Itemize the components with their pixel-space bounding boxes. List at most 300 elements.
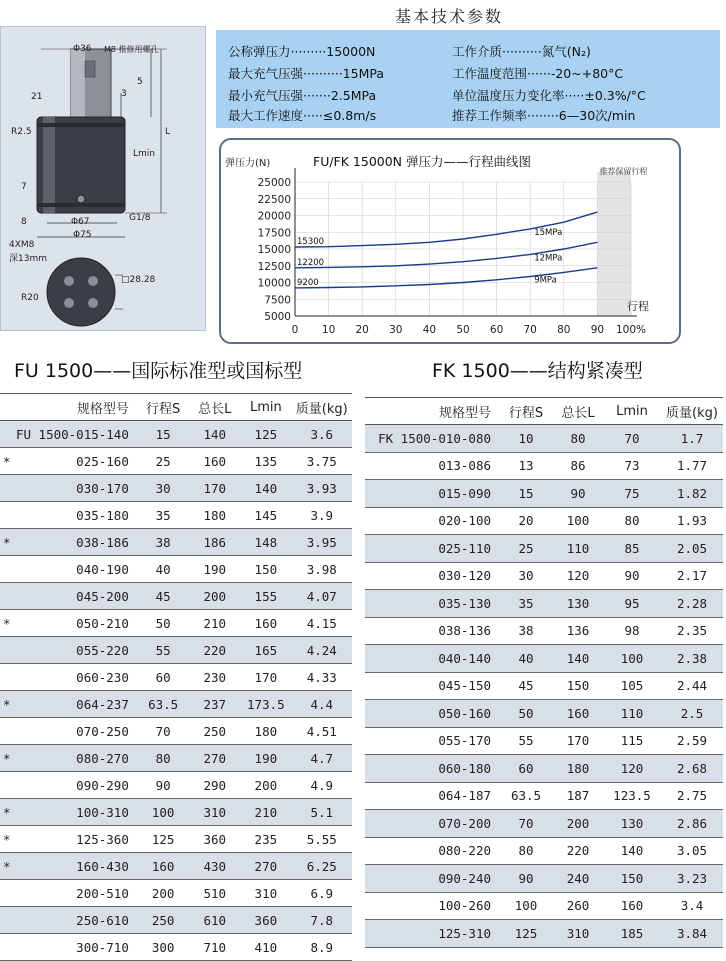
cell-length: 86 [553, 452, 603, 480]
cell-length: 360 [189, 826, 240, 853]
cell-stroke: 45 [137, 583, 190, 610]
cell-mass: 2.17 [661, 562, 723, 590]
cell-model: FU 1500-015-140 [16, 421, 137, 448]
cell-lmin: 160 [603, 892, 661, 920]
fu-table [0, 393, 352, 961]
spec-right-2: 工作温度范围······-20~+80°C [452, 66, 624, 81]
cell-model: 025-110 [365, 535, 499, 563]
dim-hole-depth: 深13mm [9, 254, 47, 264]
recommended-mark [0, 583, 16, 610]
fu-table-row [0, 502, 352, 529]
cell-stroke: 40 [499, 645, 553, 673]
cell-model: 160-430 [16, 853, 137, 880]
cell-stroke: 125 [137, 826, 190, 853]
dim-holes: 4XM8 [9, 240, 35, 250]
dim-r20: R20 [21, 293, 39, 303]
fu-header-stroke: 行程S [137, 394, 190, 421]
dim-dia-67: Φ67 [71, 217, 90, 227]
cell-mass: 2.59 [661, 727, 723, 755]
cell-lmin: 140 [240, 475, 291, 502]
cell-model: 080-270 [16, 745, 137, 772]
cell-lmin: 115 [603, 727, 661, 755]
cell-stroke: 300 [137, 934, 190, 961]
cell-stroke: 25 [499, 535, 553, 563]
spec-left-3: 最小充气压强·······2.5MPa [228, 88, 377, 103]
cell-length: 130 [553, 590, 603, 618]
fk-table-row [365, 920, 723, 948]
fk-table [365, 397, 723, 948]
cell-stroke: 13 [499, 452, 553, 480]
fu-table-row [0, 826, 352, 853]
cell-stroke: 125 [499, 920, 553, 948]
dim-R25: R2.5 [11, 127, 32, 137]
cell-length: 250 [189, 718, 240, 745]
cell-model: 090-290 [16, 772, 137, 799]
cell-mass: 4.51 [292, 718, 352, 745]
recommended-mark: * [0, 448, 16, 475]
cell-stroke: 38 [137, 529, 190, 556]
cell-mass: 8.9 [292, 934, 352, 961]
x-tick-label: 90 [590, 324, 605, 336]
cell-mass: 1.82 [661, 480, 723, 508]
cell-mass: 4.7 [292, 745, 352, 772]
cell-model: FK 1500-010-080 [365, 425, 499, 453]
cell-model: 064-187 [365, 782, 499, 810]
fk-table-row [365, 837, 723, 865]
cell-length: 190 [189, 556, 240, 583]
cell-mass: 3.9 [292, 502, 352, 529]
cell-length: 200 [553, 810, 603, 838]
cell-length: 230 [189, 664, 240, 691]
spec-right-1: 工作介质··········氮气(N₂) [452, 44, 591, 59]
fk-table-row [365, 865, 723, 893]
cell-mass: 3.6 [292, 421, 352, 448]
recommended-mark: * [0, 610, 16, 637]
cell-model: 055-220 [16, 637, 137, 664]
cell-lmin: 73 [603, 452, 661, 480]
cell-lmin: 165 [240, 637, 291, 664]
cell-mass: 3.84 [661, 920, 723, 948]
cell-model: 064-237 [16, 691, 137, 718]
cell-model: 025-160 [16, 448, 137, 475]
cylinder-drawing-svg [1, 27, 207, 332]
cell-length: 310 [553, 920, 603, 948]
fk-table-row [365, 617, 723, 645]
cell-model: 060-180 [365, 755, 499, 783]
cell-mass: 2.75 [661, 782, 723, 810]
fk-header-model: 规格型号 [365, 398, 499, 425]
cell-stroke: 80 [137, 745, 190, 772]
cell-length: 80 [553, 425, 603, 453]
cell-lmin: 360 [240, 907, 291, 934]
fu-header-lmin: Lmin [240, 394, 291, 421]
cell-length: 136 [553, 617, 603, 645]
y-tick-label: 10000 [257, 277, 291, 290]
recommended-mark: * [0, 529, 16, 556]
x-tick-label: 30 [389, 324, 403, 336]
y-tick-label: 25000 [257, 177, 291, 189]
chart-title: FU/FK 15000N 弹压力——行程曲线图 [313, 154, 531, 169]
cell-stroke: 50 [499, 700, 553, 728]
fu-table-row [0, 664, 352, 691]
cell-stroke: 70 [137, 718, 190, 745]
cell-mass: 4.15 [292, 610, 352, 637]
fk-header-mass: 质量(kg) [661, 398, 723, 425]
recommended-mark: * [0, 691, 16, 718]
recommended-mark: * [0, 745, 16, 772]
x-tick-label: 10 [321, 324, 336, 336]
fk-table-row [365, 590, 723, 618]
cell-model: 013-086 [365, 452, 499, 480]
fu-table-row [0, 475, 352, 502]
cell-mass: 3.93 [292, 475, 352, 502]
recommended-mark: * [0, 799, 16, 826]
fu-table-row [0, 772, 352, 799]
y-tick-label: 12500 [257, 260, 291, 273]
cell-model: 020-100 [365, 507, 499, 535]
cell-length: 100 [553, 507, 603, 535]
cell-lmin: 98 [603, 617, 661, 645]
cell-mass: 2.35 [661, 617, 723, 645]
fk-table-row [365, 810, 723, 838]
cell-length: 110 [553, 535, 603, 563]
cell-stroke: 160 [137, 853, 190, 880]
cell-length: 170 [189, 475, 240, 502]
series-start-label: 15300 [297, 236, 325, 247]
cell-model: 300-710 [16, 934, 137, 961]
y-tick-label: 22500 [257, 193, 291, 206]
cell-mass: 4.07 [292, 583, 352, 610]
cell-model: 038-186 [16, 529, 137, 556]
technical-drawing [0, 26, 206, 331]
series-start-label: 9200 [297, 277, 319, 288]
fu-table-row [0, 529, 352, 556]
cell-lmin: 200 [240, 772, 291, 799]
cell-mass: 5.1 [292, 799, 352, 826]
cell-mass: 3.23 [661, 865, 723, 893]
dim-21: 21 [31, 92, 43, 102]
cell-stroke: 30 [499, 562, 553, 590]
cell-lmin: 173.5 [240, 691, 291, 718]
cell-mass: 6.9 [292, 880, 352, 907]
recommended-mark [0, 475, 16, 502]
cell-mass: 2.86 [661, 810, 723, 838]
x-tick-label: 70 [523, 324, 537, 336]
cell-stroke: 90 [137, 772, 190, 799]
cell-mass: 3.95 [292, 529, 352, 556]
cell-lmin: 210 [240, 799, 291, 826]
cell-stroke: 15 [137, 421, 190, 448]
cell-stroke: 55 [499, 727, 553, 755]
cell-model: 045-200 [16, 583, 137, 610]
cell-model: 045-150 [365, 672, 499, 700]
cell-stroke: 40 [137, 556, 190, 583]
cell-stroke: 250 [137, 907, 190, 934]
reserved-stroke-label: 推荐保留行程 [599, 167, 648, 176]
cell-stroke: 100 [499, 892, 553, 920]
spec-right-4: 推荐工作频率········6—30次/min [452, 108, 636, 123]
fu-table-row [0, 556, 352, 583]
recommended-mark [0, 907, 16, 934]
x-axis-label: 行程 [627, 300, 649, 313]
cell-lmin: 270 [240, 853, 291, 880]
cell-lmin: 110 [603, 700, 661, 728]
cell-model: 080-220 [365, 837, 499, 865]
cell-length: 90 [553, 480, 603, 508]
cell-mass: 3.4 [661, 892, 723, 920]
cell-lmin: 155 [240, 583, 291, 610]
cell-stroke: 15 [499, 480, 553, 508]
cell-lmin: 150 [603, 865, 661, 893]
fk-table-row [365, 782, 723, 810]
cell-model: 100-260 [365, 892, 499, 920]
y-tick-label: 17500 [257, 227, 291, 240]
fk-table-row [365, 480, 723, 508]
cell-stroke: 50 [137, 610, 190, 637]
x-tick-label: 0 [291, 324, 299, 336]
cell-length: 260 [553, 892, 603, 920]
recommended-mark [0, 880, 16, 907]
cell-length: 186 [189, 529, 240, 556]
cell-stroke: 80 [499, 837, 553, 865]
cell-mass: 7.8 [292, 907, 352, 934]
cell-stroke: 60 [137, 664, 190, 691]
fu-header-length: 总长L [189, 394, 240, 421]
cell-length: 430 [189, 853, 240, 880]
cell-stroke: 100 [137, 799, 190, 826]
fu-table-row [0, 691, 352, 718]
cell-stroke: 90 [499, 865, 553, 893]
fu-table-row [0, 799, 352, 826]
cell-lmin: 160 [240, 610, 291, 637]
dim-square: □28.28 [121, 275, 156, 285]
fk-table-row [365, 727, 723, 755]
cell-mass: 2.05 [661, 535, 723, 563]
spec-box [216, 30, 720, 128]
recommended-mark: * [0, 826, 16, 853]
fu-table-row [0, 907, 352, 934]
cell-model: 030-170 [16, 475, 137, 502]
fu-section-title: FU 1500——国际标准型或国标型 [14, 360, 303, 382]
cell-lmin: 145 [240, 502, 291, 529]
cell-mass: 2.5 [661, 700, 723, 728]
cell-stroke: 10 [499, 425, 553, 453]
cell-lmin: 235 [240, 826, 291, 853]
cell-stroke: 35 [137, 502, 190, 529]
cell-model: 070-250 [16, 718, 137, 745]
cell-model: 250-610 [16, 907, 137, 934]
dim-Lmin: Lmin [133, 149, 155, 159]
cell-model: 090-240 [365, 865, 499, 893]
cell-model: 040-140 [365, 645, 499, 673]
y-tick-label: 7500 [264, 294, 291, 307]
fu-header-model: 规格型号 [0, 394, 137, 421]
cell-mass: 1.7 [661, 425, 723, 453]
x-tick-label: 100% [615, 324, 647, 336]
fk-table-row [365, 452, 723, 480]
fk-header-length: 总长L [553, 398, 603, 425]
series-name-label: 9MPa [534, 275, 557, 286]
x-tick-label: 50 [456, 324, 470, 336]
recommended-mark [0, 664, 16, 691]
cell-model: 125-310 [365, 920, 499, 948]
dim-3: 3 [121, 89, 127, 99]
dim-L: L [165, 127, 171, 137]
cell-stroke: 63.5 [137, 691, 190, 718]
reserved-stroke-region [597, 172, 631, 316]
cell-mass: 5.55 [292, 826, 352, 853]
cell-model: 100-310 [16, 799, 137, 826]
cell-length: 160 [553, 700, 603, 728]
cell-model: 060-230 [16, 664, 137, 691]
cell-lmin: 150 [240, 556, 291, 583]
recommended-mark [0, 556, 16, 583]
fk-table-row [365, 535, 723, 563]
cell-lmin: 125 [240, 421, 291, 448]
dim-thread-note: M8 推修用螺孔 [104, 45, 159, 54]
dim-port: G1/8 [129, 213, 151, 223]
spec-left-4: 最大工作速度·····≤0.8m/s [228, 108, 377, 123]
fk-table-row [365, 892, 723, 920]
cell-length: 310 [189, 799, 240, 826]
fu-table-row [0, 610, 352, 637]
cell-stroke: 38 [499, 617, 553, 645]
spec-left-2: 最大充气压强··········15MPa [228, 66, 385, 81]
fk-table-row [365, 507, 723, 535]
cell-length: 140 [189, 421, 240, 448]
dim-7: 7 [21, 182, 27, 192]
fk-header-lmin: Lmin [603, 398, 661, 425]
fk-header-stroke: 行程S [499, 398, 553, 425]
cell-mass: 4.4 [292, 691, 352, 718]
recommended-mark [0, 637, 16, 664]
cell-model: 070-200 [365, 810, 499, 838]
cell-lmin: 123.5 [603, 782, 661, 810]
cell-model: 015-090 [365, 480, 499, 508]
fu-table-row [0, 880, 352, 907]
fu-table-row [0, 448, 352, 475]
cell-length: 610 [189, 907, 240, 934]
cell-mass: 3.75 [292, 448, 352, 475]
chart-frame [219, 138, 681, 344]
cell-lmin: 410 [240, 934, 291, 961]
cell-length: 510 [189, 880, 240, 907]
cell-mass: 2.28 [661, 590, 723, 618]
recommended-mark [0, 772, 16, 799]
cell-lmin: 85 [603, 535, 661, 563]
recommended-mark [0, 502, 16, 529]
cell-lmin: 170 [240, 664, 291, 691]
recommended-mark: * [0, 853, 16, 880]
cell-lmin: 95 [603, 590, 661, 618]
cell-mass: 4.9 [292, 772, 352, 799]
x-tick-label: 80 [557, 324, 571, 336]
cell-lmin: 180 [240, 718, 291, 745]
cell-model: 050-210 [16, 610, 137, 637]
cell-length: 220 [189, 637, 240, 664]
cell-stroke: 25 [137, 448, 190, 475]
cell-stroke: 55 [137, 637, 190, 664]
cell-length: 270 [189, 745, 240, 772]
cell-stroke: 63.5 [499, 782, 553, 810]
cell-length: 120 [553, 562, 603, 590]
series-name-label: 12MPa [534, 253, 563, 264]
cell-model: 200-510 [16, 880, 137, 907]
fu-table-row [0, 718, 352, 745]
cell-stroke: 30 [137, 475, 190, 502]
fu-header-mass: 质量(kg) [292, 394, 352, 421]
y-axis-label: 弹压力(N) [225, 158, 271, 169]
cell-stroke: 20 [499, 507, 553, 535]
cell-lmin: 185 [603, 920, 661, 948]
cell-stroke: 200 [137, 880, 190, 907]
cell-mass: 2.68 [661, 755, 723, 783]
fu-table-row [0, 637, 352, 664]
cell-model: 035-130 [365, 590, 499, 618]
dim-dia-top: Φ36 [73, 44, 92, 54]
cell-model: 055-170 [365, 727, 499, 755]
fk-table-row [365, 672, 723, 700]
cell-model: 050-160 [365, 700, 499, 728]
cell-mass: 1.93 [661, 507, 723, 535]
fk-section-title: FK 1500——结构紧凑型 [432, 360, 643, 382]
cell-lmin: 105 [603, 672, 661, 700]
cell-mass: 2.44 [661, 672, 723, 700]
cell-length: 710 [189, 934, 240, 961]
cell-mass: 3.98 [292, 556, 352, 583]
cell-stroke: 70 [499, 810, 553, 838]
recommended-mark [0, 421, 16, 448]
spec-title: 基本技术参数 [395, 7, 504, 26]
x-tick-label: 60 [489, 324, 504, 336]
cell-length: 180 [189, 502, 240, 529]
cell-lmin: 120 [603, 755, 661, 783]
cell-mass: 4.33 [292, 664, 352, 691]
cell-model: 040-190 [16, 556, 137, 583]
cell-length: 290 [189, 772, 240, 799]
cell-length: 220 [553, 837, 603, 865]
cell-length: 210 [189, 610, 240, 637]
spec-left-1: 公称弹压力·········15000N [228, 44, 376, 59]
cell-length: 180 [553, 755, 603, 783]
cell-mass: 1.77 [661, 452, 723, 480]
cell-mass: 6.25 [292, 853, 352, 880]
cell-lmin: 190 [240, 745, 291, 772]
cell-model: 035-180 [16, 502, 137, 529]
fk-table-row [365, 755, 723, 783]
x-tick-label: 40 [422, 324, 437, 336]
fk-table-row [365, 645, 723, 673]
x-tick-label: 20 [355, 324, 369, 336]
cell-length: 150 [553, 672, 603, 700]
fu-table-row [0, 583, 352, 610]
cell-length: 240 [553, 865, 603, 893]
cell-lmin: 135 [240, 448, 291, 475]
series-start-label: 12200 [297, 257, 325, 268]
y-tick-label: 5000 [264, 311, 291, 323]
cell-length: 200 [189, 583, 240, 610]
y-tick-label: 20000 [257, 210, 291, 223]
fu-table-row [0, 421, 352, 448]
cell-mass: 4.24 [292, 637, 352, 664]
fk-table-row [365, 425, 723, 453]
cell-length: 160 [189, 448, 240, 475]
fu-table-row [0, 934, 352, 961]
dim-8: 8 [21, 217, 27, 227]
cell-lmin: 130 [603, 810, 661, 838]
series-name-label: 15MPa [534, 227, 563, 238]
force-stroke-chart [221, 140, 679, 342]
